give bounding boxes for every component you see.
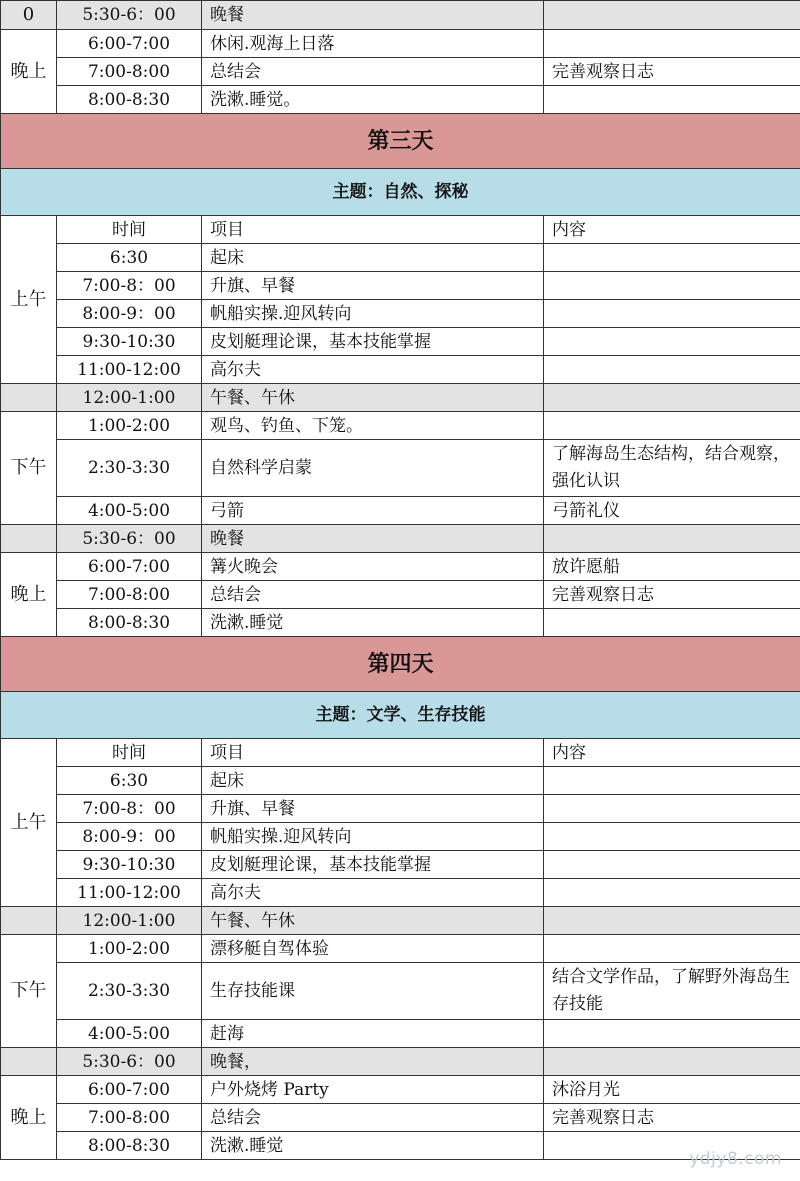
table-row xyxy=(1,907,800,935)
time-cell: 5:30-6：00 xyxy=(57,1,202,30)
table-row xyxy=(1,356,800,384)
time-cell: 7:00-8:00 xyxy=(57,581,202,609)
content-cell xyxy=(544,1048,800,1076)
time-cell: 5:30-6：00 xyxy=(57,1048,202,1076)
content-cell xyxy=(544,30,800,58)
time-cell: 4:00-5:00 xyxy=(57,1020,202,1048)
header-time: 时间 xyxy=(57,216,202,244)
watermark: ydjy8.com xyxy=(689,1149,782,1169)
time-cell: 8:00-9：00 xyxy=(57,823,202,851)
content-cell: 结合文学作品，了解野外海岛生存技能 xyxy=(544,963,800,1020)
item-cell: 洗漱.睡觉 xyxy=(202,609,544,637)
time-cell: 7:00-8：00 xyxy=(57,272,202,300)
item-cell: 篝火晚会 xyxy=(202,553,544,581)
period-cell-dinner xyxy=(1,525,57,553)
period-cell-noon xyxy=(1,384,57,412)
item-cell: 升旗、早餐 xyxy=(202,795,544,823)
period-cell-afternoon: 下午 xyxy=(1,935,57,1048)
content-cell xyxy=(544,244,800,272)
column-header-row xyxy=(1,216,800,244)
theme-row xyxy=(1,169,800,216)
content-cell xyxy=(544,300,800,328)
content-cell: 完善观察日志 xyxy=(544,581,800,609)
content-cell xyxy=(544,412,800,440)
time-cell: 5:30-6：00 xyxy=(57,525,202,553)
content-cell xyxy=(544,356,800,384)
table-row xyxy=(1,879,800,907)
time-cell: 6:00-7:00 xyxy=(57,1076,202,1104)
item-cell: 帆船实操.迎风转向 xyxy=(202,300,544,328)
header-time: 时间 xyxy=(57,739,202,767)
time-cell: 2:30-3:30 xyxy=(57,963,202,1020)
item-cell: 晚餐， xyxy=(202,1048,544,1076)
item-cell: 皮划艇理论课，基本技能掌握 xyxy=(202,851,544,879)
table-row xyxy=(1,795,800,823)
table-row xyxy=(1,963,800,1020)
table-row xyxy=(1,1132,800,1160)
day-title: 第三天 xyxy=(1,114,800,169)
item-cell: 弓箭 xyxy=(202,497,544,525)
content-cell: 了解海岛生态结构，结合观察，强化认识 xyxy=(544,440,800,497)
content-cell xyxy=(544,384,800,412)
period-cell-morning: 上午 xyxy=(1,739,57,907)
item-cell: 午餐、午休 xyxy=(202,907,544,935)
table-row xyxy=(1,300,800,328)
time-cell: 11:00-12:00 xyxy=(57,356,202,384)
day-header-row xyxy=(1,637,800,692)
day-header-row xyxy=(1,114,800,169)
item-cell: 帆船实操.迎风转向 xyxy=(202,823,544,851)
time-cell: 7:00-8：00 xyxy=(57,795,202,823)
content-cell xyxy=(544,795,800,823)
content-cell xyxy=(544,609,800,637)
content-cell: 放许愿船 xyxy=(544,553,800,581)
table-row xyxy=(1,525,800,553)
item-cell: 晚餐 xyxy=(202,525,544,553)
item-cell: 洗漱.睡觉 xyxy=(202,1132,544,1160)
header-item: 项目 xyxy=(202,739,544,767)
day-title: 第四天 xyxy=(1,637,800,692)
period-cell-evening: 晚上 xyxy=(1,553,57,637)
table-row xyxy=(1,1,800,30)
item-cell: 观鸟、钓鱼、下笼。 xyxy=(202,412,544,440)
table-row xyxy=(1,1048,800,1076)
time-cell: 9:30-10:30 xyxy=(57,851,202,879)
table-row xyxy=(1,553,800,581)
time-cell: 4:00-5:00 xyxy=(57,497,202,525)
time-cell: 6:00-7:00 xyxy=(57,30,202,58)
table-row xyxy=(1,384,800,412)
table-row xyxy=(1,30,800,58)
item-cell: 洗漱.睡觉。 xyxy=(202,86,544,114)
content-cell xyxy=(544,1020,800,1048)
item-cell: 升旗、早餐 xyxy=(202,272,544,300)
table-row xyxy=(1,412,800,440)
item-cell: 高尔夫 xyxy=(202,879,544,907)
table-row xyxy=(1,851,800,879)
table-row xyxy=(1,58,800,86)
table-row xyxy=(1,767,800,795)
time-cell: 9:30-10:30 xyxy=(57,328,202,356)
item-cell: 赶海 xyxy=(202,1020,544,1048)
table-row xyxy=(1,244,800,272)
time-cell: 7:00-8:00 xyxy=(57,1104,202,1132)
content-cell xyxy=(544,823,800,851)
period-cell-afternoon: 下午 xyxy=(1,412,57,525)
period-cell-evening: 晚上 xyxy=(1,1076,57,1160)
item-cell: 起床 xyxy=(202,767,544,795)
time-cell: 1:00-2:00 xyxy=(57,412,202,440)
content-cell: 弓箭礼仪 xyxy=(544,497,800,525)
content-cell: 完善观察日志 xyxy=(544,58,800,86)
content-cell xyxy=(544,1,800,30)
table-row xyxy=(1,823,800,851)
item-cell: 午餐、午休 xyxy=(202,384,544,412)
column-header-row xyxy=(1,739,800,767)
item-cell: 皮划艇理论课，基本技能掌握 xyxy=(202,328,544,356)
time-cell: 8:00-9：00 xyxy=(57,300,202,328)
content-cell xyxy=(544,525,800,553)
header-item: 项目 xyxy=(202,216,544,244)
period-cell-noon xyxy=(1,907,57,935)
time-cell: 7:00-8:00 xyxy=(57,58,202,86)
time-cell: 8:00-8:30 xyxy=(57,1132,202,1160)
header-content: 内容 xyxy=(544,739,800,767)
content-cell xyxy=(544,86,800,114)
table-row xyxy=(1,86,800,114)
table-row xyxy=(1,1020,800,1048)
table-row xyxy=(1,609,800,637)
item-cell: 总结会 xyxy=(202,1104,544,1132)
content-cell xyxy=(544,851,800,879)
item-cell: 起床 xyxy=(202,244,544,272)
content-cell xyxy=(544,879,800,907)
time-cell: 11:00-12:00 xyxy=(57,879,202,907)
period-cell-morning: 上午 xyxy=(1,216,57,384)
table-row xyxy=(1,1104,800,1132)
content-cell xyxy=(544,272,800,300)
item-cell: 漂移艇自驾体验 xyxy=(202,935,544,963)
item-cell: 总结会 xyxy=(202,581,544,609)
time-cell: 6:30 xyxy=(57,244,202,272)
header-content: 内容 xyxy=(544,216,800,244)
table-row xyxy=(1,497,800,525)
day-theme: 主题：文学、生存技能 xyxy=(1,692,800,739)
content-cell: 完善观察日志 xyxy=(544,1104,800,1132)
period-cell-dinner xyxy=(1,1048,57,1076)
time-cell: 12:00-1:00 xyxy=(57,907,202,935)
content-cell xyxy=(544,935,800,963)
theme-row xyxy=(1,692,800,739)
item-cell: 自然科学启蒙 xyxy=(202,440,544,497)
content-cell: 沐浴月光 xyxy=(544,1076,800,1104)
table-row xyxy=(1,272,800,300)
item-cell: 户外烧烤 Party xyxy=(202,1076,544,1104)
time-cell: 12:00-1:00 xyxy=(57,384,202,412)
item-cell: 生存技能课 xyxy=(202,963,544,1020)
content-cell xyxy=(544,907,800,935)
time-cell: 6:00-7:00 xyxy=(57,553,202,581)
item-cell: 休闲.观海上日落 xyxy=(202,30,544,58)
table-row xyxy=(1,1076,800,1104)
table-row xyxy=(1,935,800,963)
item-cell: 高尔夫 xyxy=(202,356,544,384)
table-row xyxy=(1,440,800,497)
time-cell: 6:30 xyxy=(57,767,202,795)
period-cell-cut: 0 xyxy=(1,1,57,30)
content-cell xyxy=(544,767,800,795)
time-cell: 8:00-8:30 xyxy=(57,86,202,114)
table-row xyxy=(1,328,800,356)
item-cell: 总结会 xyxy=(202,58,544,86)
time-cell: 8:00-8:30 xyxy=(57,609,202,637)
time-cell: 2:30-3:30 xyxy=(57,440,202,497)
content-cell xyxy=(544,328,800,356)
item-cell: 晚餐 xyxy=(202,1,544,30)
period-cell-evening: 晚上 xyxy=(1,30,57,114)
table-row xyxy=(1,581,800,609)
time-cell: 1:00-2:00 xyxy=(57,935,202,963)
day-theme: 主题：自然、探秘 xyxy=(1,169,800,216)
